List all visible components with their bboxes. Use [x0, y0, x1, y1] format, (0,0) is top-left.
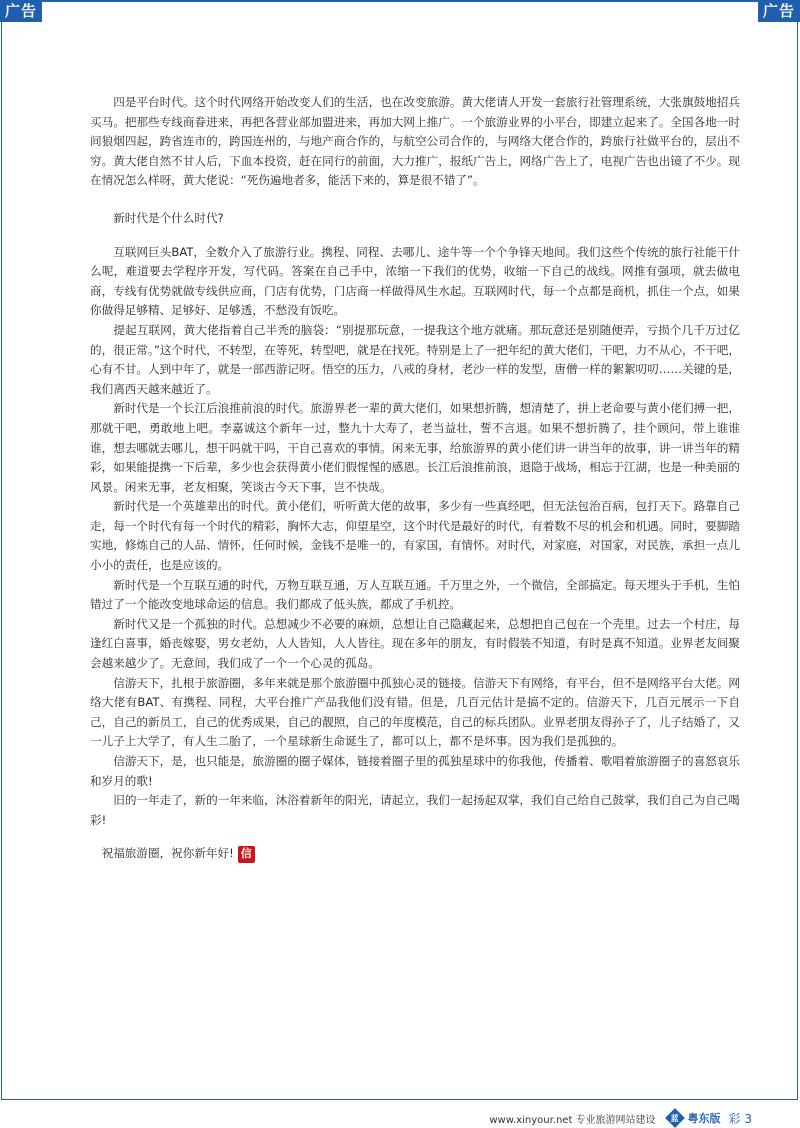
ad-label-right: 广告 — [758, 0, 800, 22]
closing-line — [90, 844, 740, 864]
paragraph: 新时代又是一个孤独的时代。总想减少不必要的麻烦，总想让自己隐藏起来，总想把自己包在一个壳里。过去一个村庄，每逢红白喜事，婚丧嫁娶，男女老幼，人人皆知，人人皆往。现在多年的朋友，有时假装不知道，有时是真不知道。业界老友间聚会越来越少了。无意间，我们成了一个一个心灵的孤岛。 — [90, 616, 740, 671]
page-number: 彩 3 — [728, 1111, 752, 1126]
paragraph: 四是平台时代。这个时代网络开始改变人们的生活，也在改变旅游。黄大佬请人开发一套旅行社管理系统，大张旗鼓地招兵买马。把那些专线商眷进来，再把各营业部加盟进来，再加大网上推广。一个旅游业界的小平台，即建立起来了。全国各地一时间狼烟四起，跨省连市的，跨国连州的，与地产商合作的，与航空公司合作的，与网络大佬合作的，跨旅行社做平台的，层出不穷。黄大佬自然不甘人后，下血本投资，赶在同行的前面，大力推广，报纸广告上，网络广告上了，电视广告也出镜了不少。现在情况怎么样呀，黄大佬说：“死伤遍地者多，能活下来的，算是很不错了”。 — [90, 95, 740, 188]
paragraph: 新时代是一个长江后浪推前浪的时代。旅游界老一辈的黄大佬们，如果想折腾，想清楚了，拼上老命要与黄小佬们搏一把，那就干吧，勇敢地上吧。李嘉诚这个新年一过，整九十大寿了，老当益壮，誓不言退。如果不想折腾了，挂个顾问，带上谁谁谁，想去哪就去哪儿，想干吗就干吗，干自己喜欢的事情。闲来无事，给旅游界的黄小佬们讲一讲当年的故事，讲一讲当年的精彩，如果能提携一下后辈，多少也会获得黄小佬们假惺惺的感恩。长江后浪推前浪，退隐于战场，相忘于江湖，也是一种美丽的风景。闲来无事，老友相聚，笑谈古今天下事，岂不快哉。 — [90, 401, 740, 494]
closing-text: 祝福旅游圈，祝你新年好! — [101, 846, 234, 861]
paragraph: 信游天下，是，也只能是，旅游圈的圈子媒体，链接着圈子里的孤独星球中的你我他，传播着、歌唱着旅游圈子的喜怒哀乐和岁月的歌! — [90, 754, 740, 788]
paragraph: 信游天下，扎根于旅游圈，多年来就是那个旅游圈中孤独心灵的链接。信游天下有网络，有平台，但不是网络平台大佬。网络大佬有BAT、有携程、同程，大平台推广产品我他们没有错。但是，几百元估计是搞不定的。信游天下，几百元展示一下自己，自己的新员工，自己的优秀成果，自己的靓照，自己的年度模范，自己的标兵团队。业界老朋友得孙子了，儿子结婚了，又一儿子上大学了，有人生二胎了，一个星球新生命诞生了，都可以上，都不是坏事。因为我们是孤独的。 — [90, 675, 740, 749]
paragraph: 旧的一年走了，新的一年来临，沐浴着新年的阳光，请起立，我们一起扬起双掌，我们自己给自己鼓掌，我们自己为自己喝彩! — [90, 793, 740, 827]
paragraph: 新时代是一个互联互通的时代，万物互联互通，万人互联互通。千万里之外，一个微信，全部搞定。每天埋头于手机，生怕错过了一个能改变地球命运的信息。我们都成了低头族，都成了手机控。 — [90, 577, 740, 612]
paragraph: 互联网巨头BAT，全数介入了旅游行业。携程、同程、去哪儿、途牛等一个个争锋天地间。我们这些个传统的旅行社能干什么呢，难道要去学程序开发，写代码。答案在自己手中，浓缩一下我们的优势，收缩一下自己的战线。网推有强项，就去做电商，专线有优势就做专线供应商，门店有优势，门店商一样做得风生水起。互联网时代，每一个点都是商机，抓住一个点，如果你做得足够精、足够好、足够透，不愁没有饭吃。 — [90, 244, 740, 318]
paragraph: 新时代是一个英雄辈出的时代。黄小佬们，听听黄大佬的故事，多少有一些真经吧，但无法包治百病，包打天下。路靠自己走，每一个时代有每一个时代的精彩，胸怀大志，仰望星空，这个时代是最好的时代，有着数不尽的机会和机遇。同时，要脚踏实地，修炼自己的人品、情怀，任何时候，金钱不是唯一的，有家国，有情怀。对时代，对家庭，对国家，对民族，承担一点儿小小的责任，也是应该的。 — [90, 499, 740, 573]
article-body — [90, 93, 740, 864]
edition-badge-icon: 蓝 — [665, 1108, 685, 1128]
edition-label: 粤东版 — [687, 1112, 721, 1125]
paragraph: 提起互联网，黄大佬指着自己半秃的脑袋：“别提那玩意，一提我这个地方就痛。那玩意还是别随便弄，亏损个几千万过亿的，很正常。”这个时代，不转型，在等死，转型吧，就是在找死。特别是上了一把年纪的黄大佬们，干吧，力不从心，不干吧，心有不甘。人到中年了，就是一部西游记呀。悟空的压力，八戒的身材，老沙一样的发型，唐僧一样的絮絮叨叨……关键的是，我们离西天越来越近了。 — [90, 322, 740, 396]
seal-icon: 信 — [238, 846, 255, 863]
footer-url[interactable]: www.xinyour.net 专业旅游网站建设 — [489, 1114, 656, 1126]
page-footer — [489, 1110, 752, 1126]
section-heading: 新时代是个什么时代? — [113, 210, 224, 225]
ad-label-left: 广告 — [0, 0, 42, 22]
